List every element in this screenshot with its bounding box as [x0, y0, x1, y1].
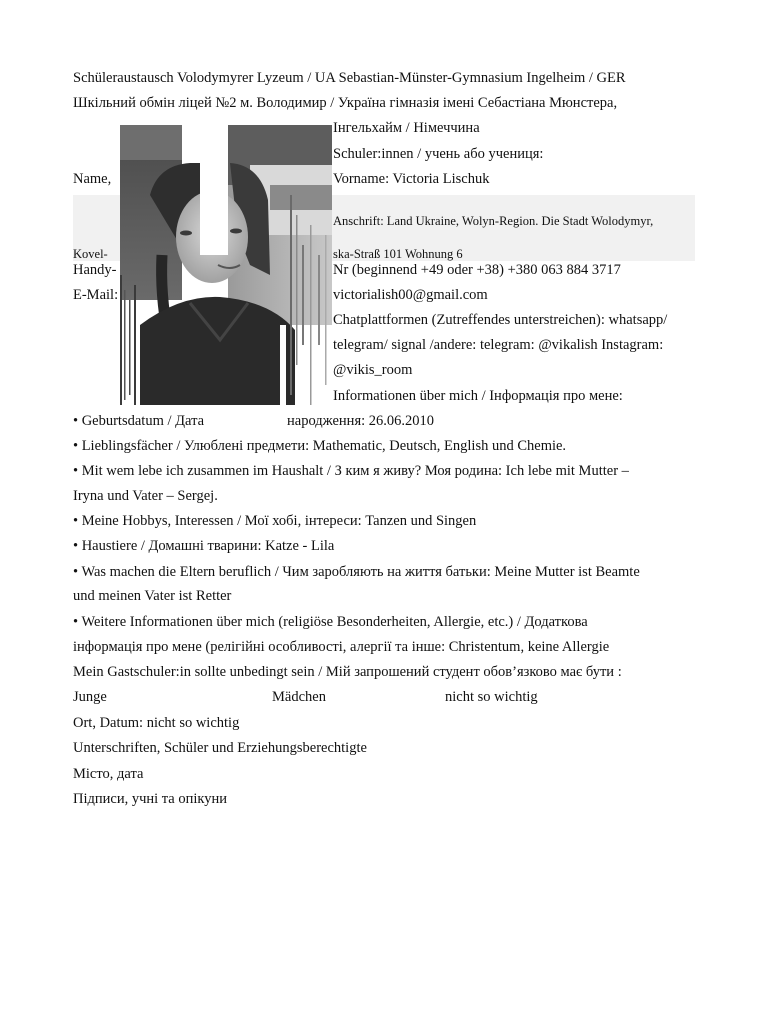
birth-value: народження: 26.06.2010: [287, 413, 435, 429]
place-date-label-ua: Місто, дата: [73, 766, 144, 782]
student-photo: [120, 125, 332, 415]
address-line-1: Anschrift: Land Ukraine, Wolyn-Region. Die Stadt Wolodymyr,: [333, 214, 654, 228]
option-not-important: nicht so wichtig: [445, 689, 538, 705]
birth-label: • Geburtsdatum / Дата: [73, 413, 205, 429]
further-item-1: • Weitere Informationen über mich (religiöse Besonderheiten, Allergie, etc.) / Додаткова: [73, 614, 588, 630]
chat-platforms-2: telegram/ signal /andere: telegram: @vikalish Instagram:: [333, 337, 664, 353]
option-girl: Mädchen: [272, 689, 326, 705]
name-label: Name,: [73, 171, 112, 187]
parents-item-1: • Was machen die Eltern beruflich / Чим заробляють на життя батьки: Meine Mutter ist Beamte: [73, 564, 640, 580]
guest-requirement: Mein Gastschuler:in sollte unbedingt sein / Мій запрошений студент обов’язково має бути :: [73, 664, 622, 680]
chat-platforms-3: @vikis_room: [333, 362, 413, 378]
place-date-field: Ort, Datum: nicht so wichtig: [73, 715, 240, 731]
email-label: E-Mail:: [73, 287, 119, 303]
info-heading: Informationen über mich / Інформація про мене:: [333, 388, 623, 404]
handy-label: Handy-: [73, 262, 117, 278]
household-item-2: Iryna und Vater – Sergej.: [73, 488, 218, 504]
further-item-2: інформація про мене (релігійні особливості, алергії та інше: Christentum, keine Allergie: [73, 639, 610, 655]
header-line-1: Schüleraustausch Volodymyrer Lyzeum / UA Sebastian-Münster-Gymnasium Ingelheim / GER: [73, 70, 626, 86]
vorname-field: Vorname: Victoria Lischuk: [333, 171, 490, 187]
signatures-label-de: Unterschriften, Schüler und Erziehungsberechtigte: [73, 740, 367, 756]
signatures-label-ua: Підписи, учні та опікуни: [73, 791, 228, 807]
email-value: victorialish00@gmail.com: [333, 287, 488, 303]
address-line-2-left: Kovel-: [73, 247, 108, 261]
header-line-2: Шкільний обмін ліцей №2 м. Володимир / Україна гімназія імені Себастіана Мюнстера,: [73, 95, 618, 111]
household-item-1: • Mit wem lebe ich zusammen im Haushalt / З ким я живу? Моя родина: Ich lebe mit Mutter –: [73, 463, 629, 479]
address-line-2-right: ska-Straß 101 Wohnung 6: [333, 247, 463, 261]
chat-platforms-1: Chatplattformen (Zutreffendes unterstreichen): whatsapp/: [333, 312, 668, 328]
pets-item: • Haustiere / Домашні тварини: Katze - Lila: [73, 538, 335, 554]
parents-item-2: und meinen Vater ist Retter: [73, 588, 232, 604]
handy-value: Nr (beginnend +49 oder +38) +380 063 884 3717: [333, 262, 621, 278]
student-role-label: Schuler:innen / учень або учениця:: [333, 146, 544, 162]
option-boy: Junge: [73, 689, 107, 705]
header-line-3: Інгельхайм / Німеччина: [333, 120, 480, 136]
subjects-item: • Lieblingsfächer / Улюблені предмети: Mathematic, Deutsch, English und Chemie.: [73, 438, 567, 454]
hobbies-item: • Meine Hobbys, Interessen / Мої хобі, інтереси: Tanzen und Singen: [73, 513, 477, 529]
